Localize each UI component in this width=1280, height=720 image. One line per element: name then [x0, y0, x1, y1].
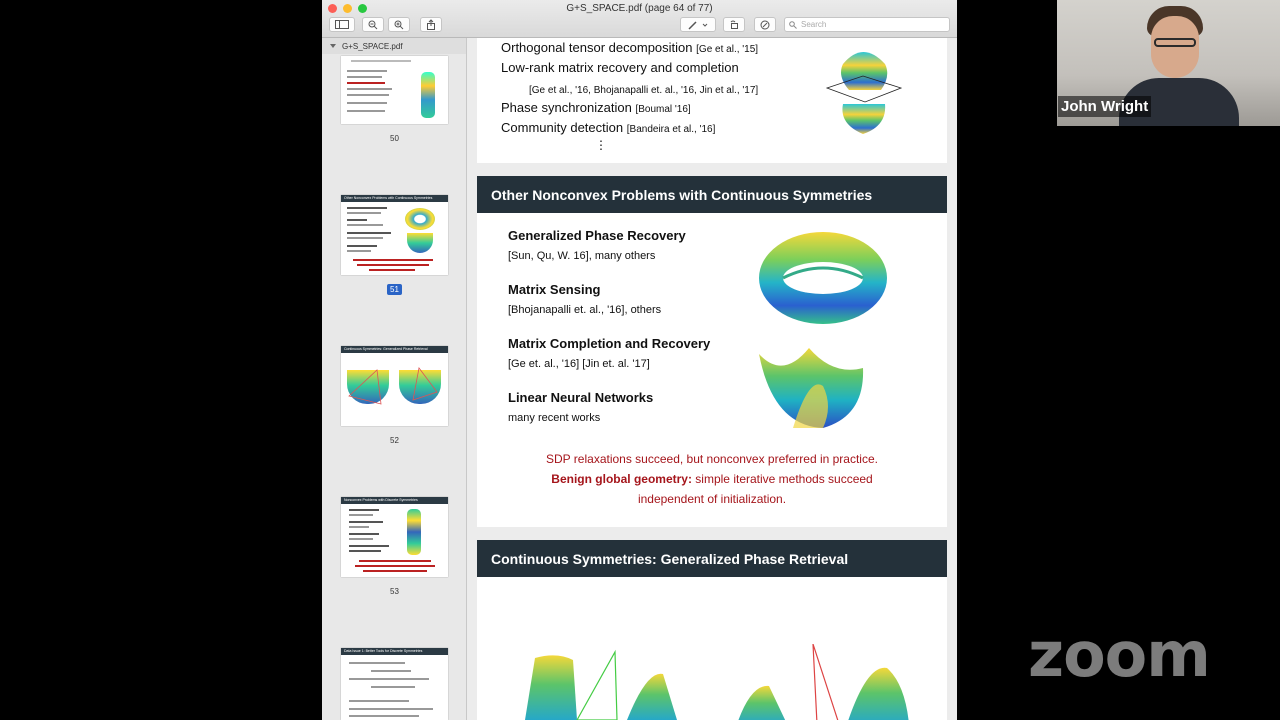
- note-line-2: [477, 472, 947, 486]
- thumb-text-line: [347, 250, 371, 252]
- slide-heading: Other Nonconvex Problems with Continuous Symmetries: [477, 176, 947, 213]
- search-field[interactable]: [784, 17, 950, 32]
- page-thumbnail-51[interactable]: [341, 195, 448, 275]
- share-button[interactable]: [420, 17, 442, 32]
- thumb-text-line: [363, 570, 427, 572]
- zoom-in-icon: [394, 20, 404, 30]
- thumb-text-line: [349, 533, 379, 535]
- vertical-ellipsis: ⋮: [595, 138, 607, 152]
- thumb-text-line: [349, 514, 373, 516]
- sidebar-icon: [335, 20, 349, 29]
- thumb-slide-title: Nonconvex Problems with Discrete Symmetries: [341, 497, 448, 504]
- page-number-53: 53: [390, 587, 399, 596]
- sidebar-toggle-button[interactable]: [329, 17, 355, 32]
- preview-window: [322, 0, 957, 720]
- thumb-text-line: [355, 565, 435, 567]
- item-title: Matrix Completion and Recovery: [508, 336, 711, 351]
- page-number-52: 52: [390, 436, 399, 445]
- thumb-triangles: [341, 346, 448, 426]
- thumb-bowl-image: [407, 233, 433, 253]
- thumb-text-line: [349, 715, 419, 717]
- thumb-text-line: [349, 521, 383, 523]
- thumb-slide-title: Other Nonconvex Problems with Continuous Symmetries: [341, 195, 448, 202]
- slide-line: [Ge et al., '16, Bhojanapalli et. al., '16, Jin et al., '17]: [529, 85, 759, 96]
- thumb-text-line: [347, 76, 382, 78]
- thumb-torus-image: [405, 208, 435, 230]
- thumb-text-line: [347, 219, 367, 221]
- note-line-1: SDP relaxations succeed, but nonconvex preferred in practice.: [546, 452, 878, 466]
- thumb-text-line: [347, 70, 387, 72]
- zoom-out-icon: [368, 20, 378, 30]
- slide-page-current: [477, 176, 947, 527]
- page-thumbnail-53[interactable]: [341, 497, 448, 577]
- note-line-3: independent of initialization.: [637, 492, 787, 506]
- search-icon: [789, 21, 797, 29]
- page-number-50: 50: [390, 134, 399, 143]
- thumb-text-line: [347, 102, 387, 104]
- thumb-text-line: [347, 207, 387, 209]
- item-ref: [Bhojanapalli et. al., '16], others: [508, 304, 662, 316]
- zoom-in-button[interactable]: [388, 17, 410, 32]
- thumb-text-line: [349, 678, 429, 680]
- note-bold: Benign global geometry:: [551, 472, 692, 486]
- thumb-slide-title: Data Issue 1: Better Tools for Discrete Symmetries: [341, 648, 448, 655]
- thumb-text-line: [371, 686, 415, 688]
- item-ref: [Ge et. al., '16] [Jin et. al. '17]: [508, 358, 650, 370]
- title-bar: [322, 0, 957, 38]
- search-placeholder: Search: [801, 20, 827, 29]
- thumb-text-line: [347, 82, 385, 84]
- document-view[interactable]: [467, 38, 957, 720]
- slide-page-next: [477, 540, 947, 720]
- slide-line: Phase synchronization [Boumal '16]: [501, 100, 691, 115]
- slide-line: Low-rank matrix recovery and completion: [501, 60, 739, 75]
- thumb-text-line: [347, 94, 389, 96]
- item-ref: [Sun, Qu, W. 16], many others: [508, 250, 656, 262]
- thumb-surface-image: [407, 509, 421, 555]
- thumb-text-line: [347, 245, 377, 247]
- thumb-text-line: [371, 670, 411, 672]
- zoom-logo: zoom: [1028, 618, 1210, 691]
- thumb-text-line: [347, 232, 391, 234]
- thumb-surface-image: [421, 72, 435, 118]
- disclosure-triangle-icon: [330, 43, 336, 49]
- phase-retrieval-surface-right: [727, 644, 917, 720]
- thumb-text-line: [347, 110, 385, 112]
- thumb-text-line: [349, 550, 381, 552]
- thumb-text-line: [349, 526, 369, 528]
- participant-name: John Wright: [1058, 96, 1151, 117]
- phase-retrieval-surface-left: [517, 640, 687, 720]
- rotate-button[interactable]: [723, 17, 745, 32]
- thumb-text-line: [349, 509, 379, 511]
- thumb-text-line: [347, 212, 381, 214]
- thumb-text-line: [359, 560, 431, 562]
- slide-heading: Continuous Symmetries: Generalized Phase Retrieval: [477, 540, 947, 577]
- page-thumbnail-50[interactable]: [341, 56, 448, 124]
- pen-icon: [688, 20, 698, 30]
- item-title: Matrix Sensing: [508, 282, 601, 297]
- participant-video-tile[interactable]: [1057, 0, 1280, 126]
- note-rest: simple iterative methods succeed: [691, 472, 873, 486]
- thumb-slide-title: Continuous Symmetries: Generalized Phase Retrieval: [341, 346, 448, 353]
- item-ref: many recent works: [508, 412, 601, 424]
- thumbnail-sidebar: [322, 38, 467, 720]
- sidebar-header[interactable]: [322, 38, 466, 54]
- torus-surface-plot: [753, 228, 893, 338]
- markup-circle-icon: [760, 20, 770, 30]
- person-face: [1151, 16, 1199, 78]
- thumb-text-line: [349, 545, 389, 547]
- thumb-text-line: [349, 708, 433, 710]
- chevron-down-icon: [702, 22, 708, 28]
- markup-button[interactable]: [680, 17, 716, 32]
- share-icon: [426, 19, 436, 30]
- thumb-text-line: [347, 224, 383, 226]
- slide-page-previous: [477, 38, 947, 163]
- rotate-icon: [729, 20, 739, 30]
- sidebar-file-label: G+S_SPACE.pdf: [342, 41, 403, 51]
- thumb-text-line: [347, 88, 392, 90]
- thumb-text-line: [357, 264, 429, 266]
- page-number-51: 51: [322, 285, 467, 294]
- thumb-text-line: [369, 269, 415, 271]
- zoom-out-button[interactable]: [362, 17, 384, 32]
- person-glasses: [1154, 38, 1196, 47]
- item-title: Generalized Phase Recovery: [508, 228, 686, 243]
- slide-line: Orthogonal tensor decomposition [Ge et al., '15]: [501, 40, 759, 55]
- bowl-surface-plot: [753, 346, 883, 436]
- thumb-text-line: [349, 700, 409, 702]
- window-title: G+S_SPACE.pdf (page 64 of 77): [566, 3, 713, 14]
- page-thumbnail-54[interactable]: [341, 648, 448, 720]
- annotate-button[interactable]: [754, 17, 776, 32]
- thumb-text-line: [353, 259, 433, 261]
- thumb-text-line: [349, 538, 373, 540]
- slide-line: Community detection [Bandeira et al., '16]: [501, 120, 716, 135]
- page-thumbnail-52[interactable]: [341, 346, 448, 426]
- item-title: Linear Neural Networks: [508, 390, 654, 405]
- thumb-text-line: [351, 60, 411, 62]
- surface-plot-with-plane: [825, 46, 905, 141]
- thumb-text-line: [349, 662, 405, 664]
- thumb-text-line: [347, 237, 383, 239]
